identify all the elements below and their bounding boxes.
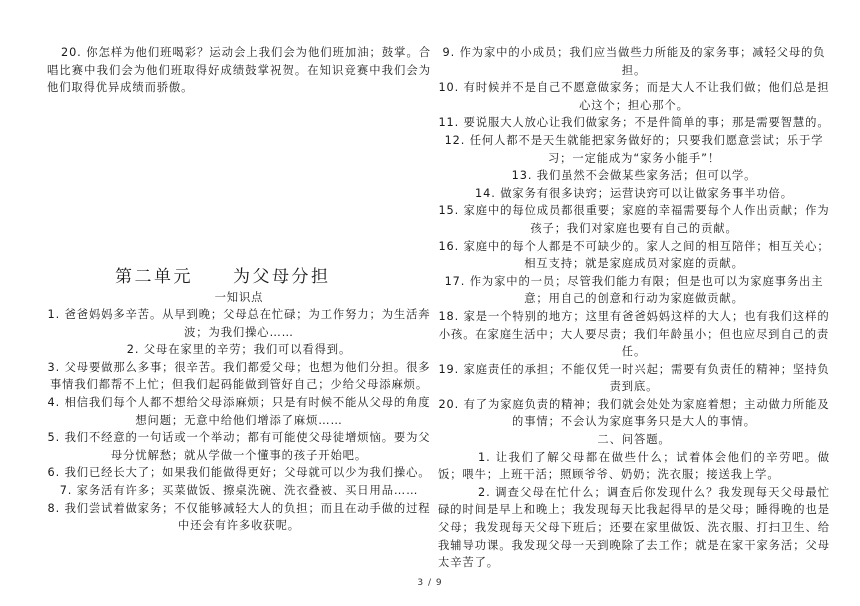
list-item: 19. 家庭责任的承担；不能仅凭一时兴起；需要有负责任的精神；坚持负责到底。 — [438, 362, 830, 394]
list-item: 10. 有时候并不是自己不愿意做家务；而是大人不让我们做；他们总是担心这个；担心那个。 — [438, 81, 830, 112]
knowledge-list-continued — [438, 44, 830, 572]
list-item: 15. 家庭中的每位成员都很重要；家庭的幸福需要每个人作出贡献；作为孩子；我们对家庭也要有自己的贡献。 — [438, 204, 830, 235]
intro-paragraph: 20. 你怎样为他们班喝彩？运动会上我们会为他们班加油；鼓掌。合唱比赛中我们会为他们班取得好成绩鼓掌祝贺。在知识竞赛中我们会为他们取得优异成绩而骄傲。 — [47, 46, 431, 95]
list-item: 18. 家是一个特别的地方；这里有爸爸妈妈这样的大人；也有我们这样的小孩。在家庭生活中；大人要尽责；我们年龄虽小；但也应尽到自己的责任。 — [438, 309, 830, 359]
list-item: 4. 相信我们每个人都不想给父母添麻烦；只是有时候不能从父母的角度想问题；无意中给他们增添了麻烦…… — [47, 395, 431, 427]
list-item: 13. 我们虽然不会做某些家务活；但可以学。 — [511, 169, 757, 183]
list-item: 2. 父母在家里的辛劳；我们可以看得到。 — [126, 343, 352, 357]
list-item: 7. 家务活有许多；买菜做饭、擦桌洗碗、洗衣叠被、买日用品…… — [59, 483, 419, 497]
list-item: 1. 爸爸妈妈多辛苦。从早到晚；父母总在忙碌；为工作努力；为生活奔波；为我们操心…… — [47, 308, 431, 339]
unit-title — [115, 262, 331, 287]
list-item: 6. 我们已经长大了；如果我们能做得更好；父母就可以少为我们操心。 — [47, 466, 431, 480]
qa-item: 1. 让我们了解父母都在做些什么；试着体会他们的辛劳吧。做饭；喂牛；上班干活；照顾爷爷、奶奶；洗衣服；接送我上学。 — [438, 450, 830, 482]
list-item: 3. 父母要做那么多事；很辛苦。我们都爱父母；也想为他们分担。很多事情我们都帮不上忙；但我们起码能做到管好自己；少给父母添麻烦。 — [47, 360, 431, 392]
list-item: 14. 做家务有很多诀窍；运营诀窍可以让做家务事半功倍。 — [475, 186, 793, 200]
list-item: 12. 任何人都不是天生就能把家务做好的；只要我们愿意尝试；乐于学习；一定能成为“家务小能手”！ — [444, 133, 824, 165]
knowledge-list — [47, 306, 431, 535]
list-item: 17. 作为家中的一员；尽管我们能力有限；但是也可以为家庭事务出主意；用自己的创意和行动为家庭做贡献。 — [444, 274, 824, 306]
unit-number: 第二单元 — [115, 267, 193, 287]
section-title: 一知识点 — [214, 291, 264, 304]
list-item: 5. 我们不经意的一句话或一个举动；都有可能使父母徒增烦恼。要为父母分忧解愁；就从学做一个懂事的孩子开始吧。 — [47, 431, 431, 462]
page-number: 3 / 9 — [417, 578, 443, 588]
list-item: 11. 要说服大人放心让我们做家务；不是件简单的事；那是需要智慧的。 — [438, 116, 830, 130]
qa-item: 2. 调查父母在忙什么；调查后你发现什么？我发现每天父母最忙碌的时间是早上和晚上；我发现每天比我起得早的是父母；睡得晚的也是父母；我发现每天父母下班后；还要在家里做饭、洗衣服、打扫卫生、给我辅导功课。我发现父母一天到晚除了去工作；就是在家干家务活；父母太辛苦了。 — [438, 485, 830, 570]
unit-name: 为父母分担 — [233, 267, 331, 287]
list-item: 16. 家庭中的每个人都是不可缺少的。家人之间的相互陪伴；相互关心；相互支持；就是家庭成员对家庭的贡献。 — [438, 239, 830, 271]
list-item: 9. 作为家中的小成员；我们应当做些力所能及的家务事；减轻父母的负担。 — [442, 46, 826, 77]
list-item: 8. 我们尝试着做家务；不仅能够减轻大人的负担；而且在动手做的过程中还会有许多收获呢。 — [47, 501, 431, 533]
section-title: 二、问答题。 — [597, 433, 671, 447]
list-item: 20. 有了为家庭负责的精神；我们就会处处为家庭着想；主动做力所能及的事情；不会认为家庭事务只是大人的事情。 — [438, 397, 830, 429]
